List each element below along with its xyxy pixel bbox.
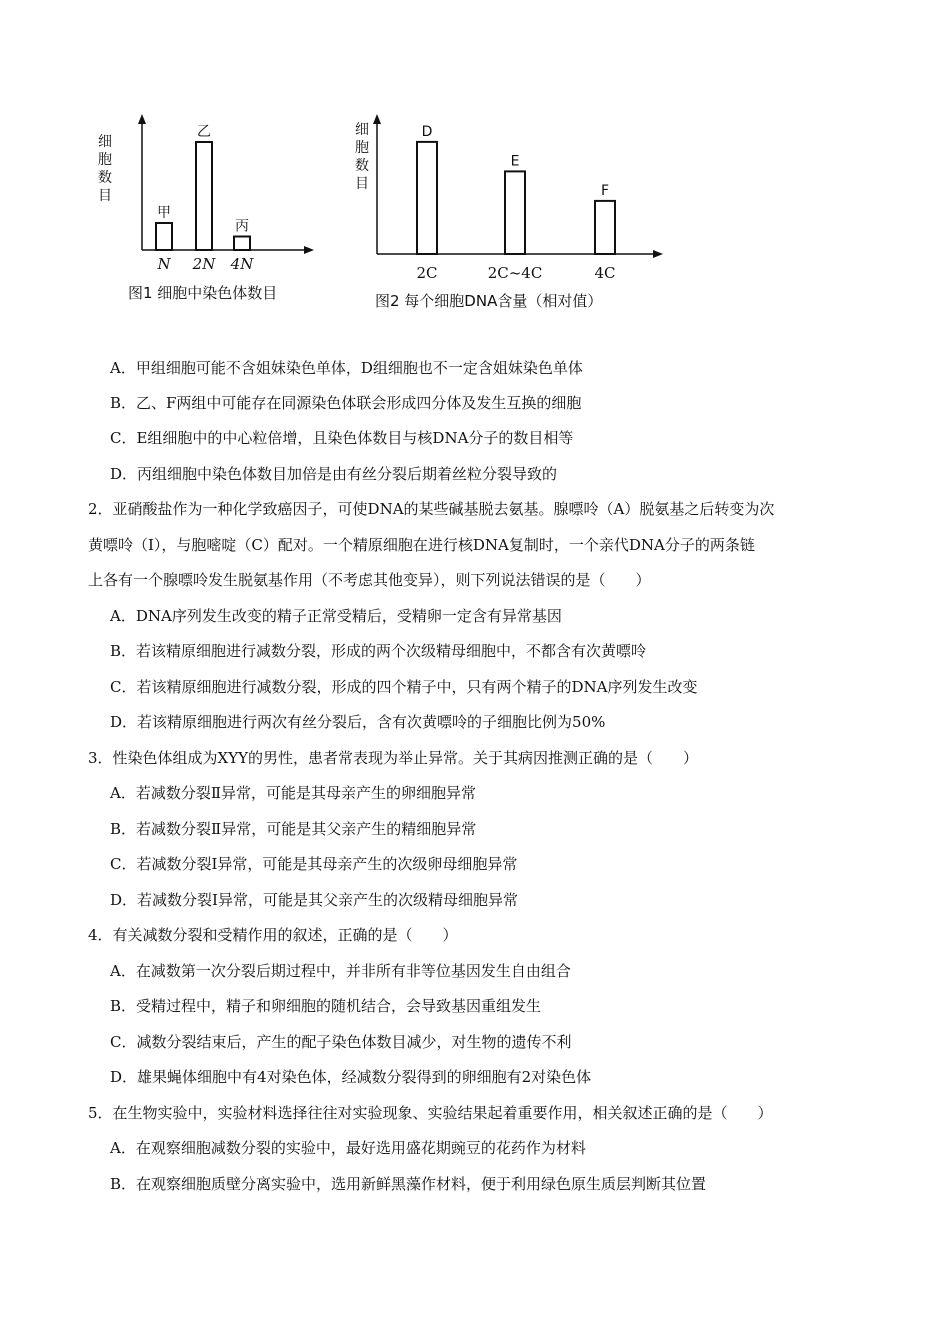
y-axis-arrow-icon [138,114,146,124]
bar-2C [417,142,437,254]
q3-option-a: A．若减数分裂Ⅱ异常，可能是其母亲产生的卵细胞异常 [110,784,477,802]
q2-option-a: A．DNA序列发生改变的精子正常受精后，受精卵一定含有异常基因 [110,607,562,625]
bar-label: 甲 [157,205,171,221]
bar-label: E [510,153,520,170]
bar-4N [234,237,250,251]
x-tick-label: 2C~4C [487,264,543,282]
q4-option-c: C．减数分裂结束后，产生的配子染色体数目减少，对生物的遗传不利 [110,1033,572,1051]
q1-option-d: D．丙组细胞中染色体数目加倍是由有丝分裂后期着丝粒分裂导致的 [110,465,558,483]
y-label-char: 细 [98,134,112,150]
q1-option-b: B．乙、F两组中可能存在同源染色体联会形成四分体及发生互换的细胞 [110,394,582,412]
q2-option-b: B．若该精原细胞进行减数分裂，形成的两个次级精母细胞中，不都含有次黄嘌呤 [110,642,647,660]
y-label-char: 细 [355,122,369,138]
bar-label: D [421,123,433,140]
y-label-char: 目 [98,188,112,204]
x-tick-label: 2N [192,255,216,273]
y-label-char: 胞 [98,152,112,168]
q1-option-c: C．E组细胞中的中心粒倍增，且染色体数目与核DNA分子的数目相等 [110,429,574,447]
q2-option-c: C．若该精原细胞进行减数分裂，形成的四个精子中，只有两个精子的DNA序列发生改变 [110,678,698,696]
bar-2N [196,142,212,250]
q2-stem-line-3: 上各有一个腺嘌呤发生脱氨基作用（不考虑其他变异），则下列说法错误的是（ ） [88,571,651,589]
figure-1-y-label [98,134,112,204]
q4-option-a: A．在减数第一次分裂后期过程中，并非所有非等位基因发生自由组合 [110,962,571,980]
figure-2 [345,100,675,315]
y-label-char: 数 [98,170,112,186]
q4-option-b: B．受精过程中，精子和卵细胞的随机结合，会导致基因重组发生 [110,997,542,1015]
x-axis-arrow-icon [304,246,314,254]
figure-2-chart [345,100,675,315]
figure-1-caption: 图1 细胞中染色体数目 [128,284,278,302]
y-label-char: 胞 [355,140,369,156]
bar-label: F [600,182,610,199]
x-tick-label: 4C [594,264,616,282]
bar-label: 乙 [197,124,211,140]
x-tick-label: N [157,255,171,273]
q2-option-d: D．若该精原细胞进行两次有丝分裂后，含有次黄嘌呤的子细胞比例为50% [110,713,606,731]
figure-2-caption: 图2 每个细胞DNA含量（相对值） [375,292,603,310]
x-axis-arrow-icon [653,250,663,258]
bar-N [156,223,172,250]
bar-label: 丙 [235,218,249,235]
x-tick-label: 2C [416,264,438,282]
figure-1 [80,100,330,315]
q5-option-a: A．在观察细胞减数分裂的实验中，最好选用盛花期豌豆的花药作为材料 [110,1139,586,1157]
bar-2C~4C [505,171,525,254]
x-tick-label: 4N [230,255,254,273]
q4-option-d: D．雄果蝇体细胞中有4对染色体，经减数分裂得到的卵细胞有2对染色体 [110,1068,592,1086]
y-label-char: 目 [355,176,369,192]
q3-option-d: D．若减数分裂Ⅰ异常，可能是其父亲产生的次级精母细胞异常 [110,891,518,909]
q3-option-c: C．若减数分裂Ⅰ异常，可能是其母亲产生的次级卵母细胞异常 [110,855,518,873]
bar-4C [595,201,615,254]
q1-option-a: A．甲组细胞可能不含姐妹染色单体，D组细胞也不一定含姐妹染色单体 [110,359,583,377]
figure-1-chart [80,100,330,315]
q5-option-b: B．在观察细胞质壁分离实验中，选用新鲜黑藻作材料，便于利用绿色原生质层判断其位置 [110,1175,707,1193]
q3-option-b: B．若减数分裂Ⅱ异常，可能是其父亲产生的精细胞异常 [110,820,477,838]
q4-stem: 4．有关减数分裂和受精作用的叙述，正确的是（ ） [88,926,458,944]
q2-stem-line-2: 黄嘌呤（Ⅰ），与胞嘧啶（C）配对。一个精原细胞在进行核DNA复制时，一个亲代DNA分子的两条链 [88,536,755,554]
q3-stem: 3．性染色体组成为XYY的男性，患者常表现为举止异常。关于其病因推测正确的是（ ） [88,749,699,767]
figure-2-y-label [355,122,369,192]
q2-stem-line-1: 2．亚硝酸盐作为一种化学致癌因子，可使DNA的某些碱基脱去氨基。腺嘌呤（A）脱氨基之后转变为次 [88,500,775,518]
y-axis-arrow-icon [373,114,381,124]
y-label-char: 数 [355,158,369,174]
q5-stem: 5．在生物实验中，实验材料选择往往对实验现象、实验结果起着重要作用，相关叙述正确的是（ ） [88,1104,773,1122]
